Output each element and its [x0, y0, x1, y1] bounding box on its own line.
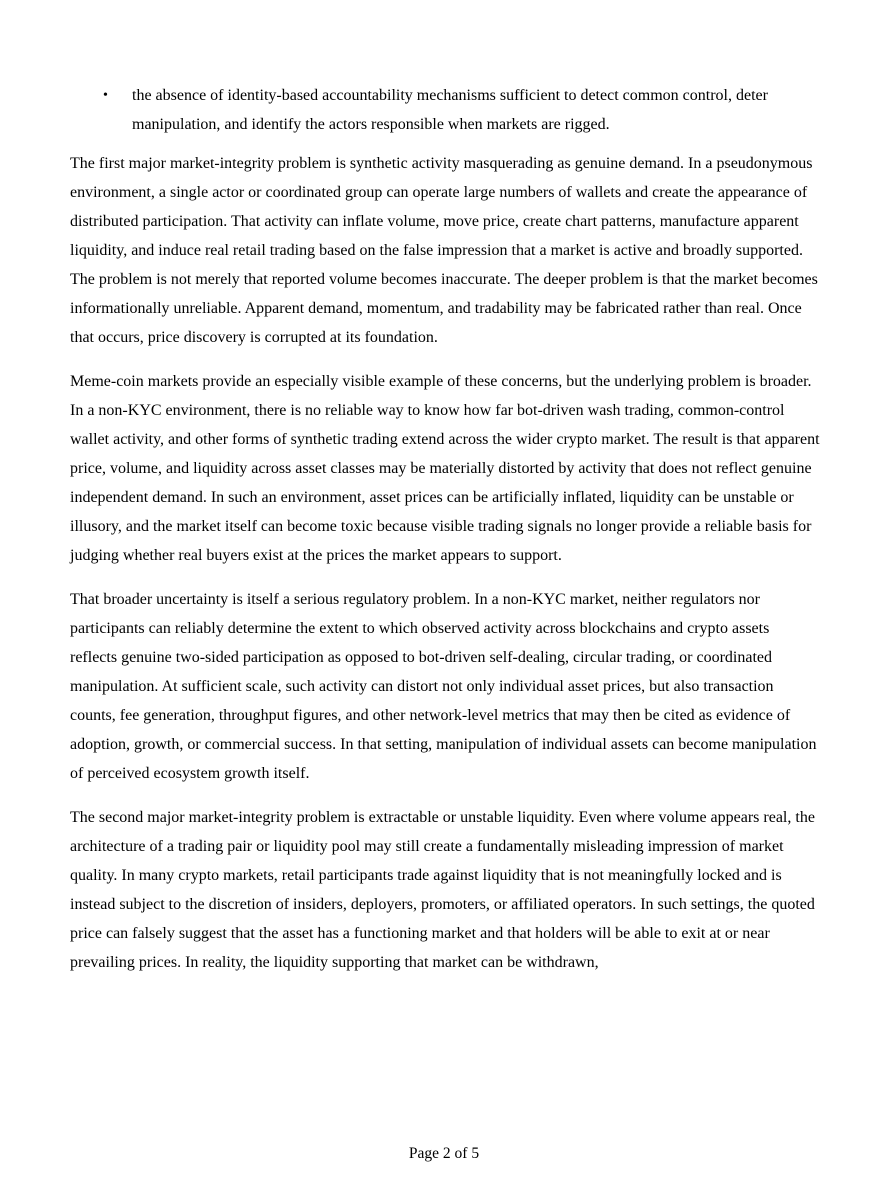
bullet-text: the absence of identity-based accountability mechanisms sufficient to detect common control, deter manipulation, and identify the actors responsible when markets are rigged. — [132, 87, 768, 133]
paragraph-synthetic-activity: The first major market-integrity problem is synthetic activity masquerading as genuine demand. In a pseudonymous environment, a single actor or coordinated group can operate large numbers of wallets and create the appearance of distributed participation. That activity can inflate volume, move price, create chart patterns, manufacture apparent liquidity, and induce real retail trading based on the false impression that a market is active and broadly supported. The problem is not merely that reported volume becomes inaccurate. The deeper problem is that the market becomes informationally unreliable. Apparent demand, momentum, and tradability may be fabricated rather than real. Once that occurs, price discovery is corrupted at its foundation. — [70, 155, 818, 346]
document-body — [70, 81, 820, 992]
paragraph-broader-uncertainty: That broader uncertainty is itself a serious regulatory problem. In a non-KYC market, neither regulators nor participants can reliably determine the extent to which observed activity across blockchains and crypto assets reflects genuine two-sided participation as opposed to bot-driven self-dealing, circular trading, or coordinated manipulation. At sufficient scale, such activity can distort not only individual asset prices, but also transaction counts, fee generation, throughput figures, and other network-level metrics that may then be cited as evidence of adoption, growth, or commercial success. In that setting, manipulation of individual assets can become manipulation of perceived ecosystem growth itself. — [70, 591, 817, 782]
paragraph-unstable-liquidity: The second major market-integrity problem is extractable or unstable liquidity. Even where volume appears real, the architecture of a trading pair or liquidity pool may still create a fundamentally misleading impression of market quality. In many crypto markets, retail participants trade against liquidity that is not meaningfully locked and is instead subject to the discretion of insiders, deployers, promoters, or affiliated operators. In such settings, the quoted price can falsely suggest that the asset has a functioning market and that holders will be able to exit at or near prevailing prices. In reality, the liquidity supporting that market can be withdrawn, — [70, 809, 815, 971]
page-number-footer: Page 2 of 5 — [408, 1145, 480, 1162]
bullet-icon: • — [103, 88, 108, 103]
paragraph-meme-coin-markets: Meme-coin markets provide an especially visible example of these concerns, but the underlying problem is broader. In a non-KYC environment, there is no reliable way to know how far bot-driven wash trading, common-control wallet activity, and other forms of synthetic trading extend across the wider crypto market. The result is that apparent price, volume, and liquidity across asset classes may be materially distorted by activity that does not reflect genuine independent demand. In such an environment, asset prices can be artificially inflated, liquidity can be unstable or illusory, and the market itself can become toxic because visible trading signals no longer provide a reliable basis for judging whether real buyers exist at the prices the market appears to support. — [70, 373, 820, 564]
bullet-list-item — [70, 81, 820, 139]
